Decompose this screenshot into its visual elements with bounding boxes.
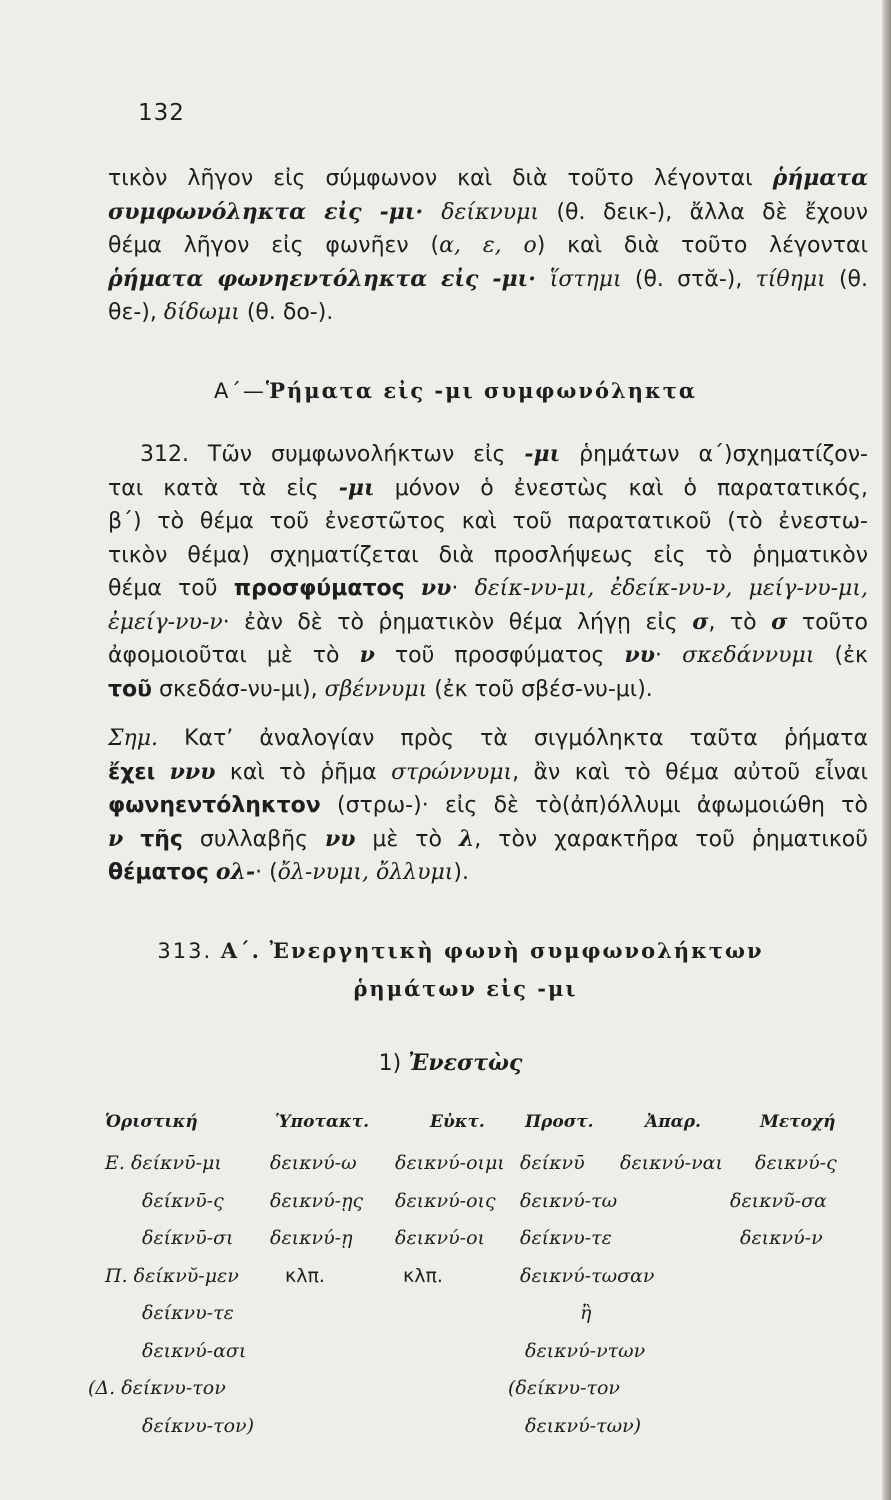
- table-row: [100, 1340, 880, 1378]
- section-313-heading-line2: ῥημάτων εἰς -μι: [353, 976, 578, 1001]
- tense-subheading: 1) Ἐνεστὼς: [378, 1050, 523, 1076]
- table-row: [100, 1190, 880, 1228]
- table-cell: (δείκνυ-τον: [508, 1377, 620, 1399]
- text-line: ν τῆς συλλαβῆς νυ μὲ τὸ λ, τὸν χαρακτῆρα τοῦ ῥηματικοῦ: [108, 825, 868, 852]
- table-cell: δεικνύ-ς: [755, 1152, 837, 1174]
- table-cell: δείκνῡ: [520, 1152, 585, 1174]
- table-cell: δεικνύ-ναι: [620, 1152, 723, 1174]
- table-cell: δεικνύ-οι: [395, 1227, 485, 1249]
- text-line: ῥήματα φωνηεντόληκτα εἰς -μι· ἵστημι (θ. στᾰ-), τίθημι (θ.: [108, 265, 868, 292]
- section-heading: Α΄—Ῥήματα εἰς -μι συμφωνόληκτα: [214, 378, 697, 403]
- table-row: [88, 1377, 880, 1415]
- table-cell: κλπ.: [285, 1264, 325, 1287]
- table-header: Ἀπαρ.: [645, 1112, 701, 1132]
- paragraph-312: [108, 438, 868, 706]
- table-cell: δείκνῡ-σι: [142, 1227, 234, 1249]
- page-number: 132: [138, 100, 185, 126]
- text-line: θε-), δίδωμι (θ. δο-).: [108, 300, 334, 325]
- table-cell: δεικνύ-τω: [520, 1189, 618, 1212]
- table-cell: δείκνῡ-ς: [142, 1189, 224, 1212]
- table-cell: δεικνύ-ῃ: [270, 1227, 353, 1249]
- text-line: συμφωνόληκτα εἰς -μι· δείκνυμι (θ. δεικ-), ἄλλα δὲ ἔχουν: [108, 198, 868, 225]
- text-line: θέμα λῆγον εἰς φωνῆεν (α, ε, ο) καὶ διὰ τοῦτο λέγονται: [108, 233, 868, 258]
- section-313-heading: 313. Α΄. Ἐνεργητικὴ φωνὴ συμφωνολήκτων: [157, 938, 764, 963]
- table-header: Ὁριστική: [105, 1112, 198, 1132]
- table-cell: δεικνύ-των): [525, 1414, 642, 1437]
- table-cell: κλπ.: [403, 1264, 443, 1287]
- text-line: ται κατὰ τὰ εἰς -μι μόνον ὁ ἐνεστὼς καὶ ὁ παρατατικός,: [108, 474, 868, 501]
- table-header: Εὐκτ.: [430, 1112, 485, 1132]
- table-cell: δεικνῦ-σα: [730, 1189, 827, 1212]
- table-cell: Π. δείκνῠ-μεν: [105, 1264, 239, 1287]
- table-cell: (Δ. δείκνυ-τον: [88, 1377, 226, 1399]
- table-header-row: [100, 1112, 880, 1152]
- table-cell: Ε. δείκνῡ-μι: [105, 1152, 222, 1174]
- text-line: β΄) τὸ θέμα τοῦ ἐνεστῶτος καὶ τοῦ παρατατικοῦ (τὸ ἐνεστω-: [108, 509, 868, 534]
- text-line: θέμα τοῦ προσφύματος νυ· δείκ-νυ-μι, ἐδείκ-νυ-ν, μείγ-νυ-μι,: [108, 575, 868, 601]
- table-row: [100, 1415, 880, 1453]
- intro-paragraph: [108, 162, 868, 330]
- table-row: [100, 1227, 880, 1265]
- table-header: Προστ.: [525, 1112, 594, 1132]
- table-cell: δεικνύ-τωσαν: [520, 1264, 655, 1287]
- table-row: [100, 1265, 880, 1303]
- table-cell: δείκνυ-τε: [142, 1302, 234, 1324]
- text-line: 312. Τῶν συμφωνολήκτων εἰς -μι ῥημάτων α΄)σχηματίζον-: [140, 441, 868, 467]
- table-header: Μετοχή: [760, 1112, 836, 1132]
- text-line: τικὸν θέμα) σχηματίζεται διὰ προσλήψεως εἰς τὸ ῥηματικὸν: [108, 542, 868, 568]
- page-edge: [882, 0, 891, 1500]
- table-row: [100, 1302, 880, 1340]
- table-cell: δείκνυ-τε: [520, 1227, 612, 1249]
- table-cell: δεικνύ-οιμι: [395, 1152, 505, 1174]
- table-cell: δεικνύ-ῃς: [270, 1189, 364, 1212]
- text-line: ἀφομοιοῦται μὲ τὸ ν τοῦ προσφύματος νυ· σκεδάννυμι (ἐκ: [108, 642, 868, 668]
- text-line: τικὸν λῆγον εἰς σύμφωνον καὶ διὰ τοῦτο λέγονται ῥήματα: [108, 165, 868, 191]
- table-cell: δεικνύ-ν: [740, 1227, 823, 1249]
- text-line: τοῦ σκεδάσ-νυ-μι), σβέννυμι (ἐκ τοῦ σβέσ-νυ-μι).: [108, 676, 653, 702]
- table-cell: δεικνύ-οις: [395, 1189, 496, 1212]
- table-cell: δείκνυ-τον): [142, 1414, 254, 1437]
- table-cell: δεικνύ-ντων: [525, 1339, 646, 1362]
- table-header: Ὑποτακτ.: [275, 1112, 370, 1132]
- text-line: ἐμείγ-νυ-ν· ἐὰν δὲ τὸ ῥηματικὸν θέμα λήγῃ εἰς σ, τὸ σ τοῦτο: [108, 608, 868, 635]
- table-cell: δεικνύ-ω: [270, 1152, 357, 1174]
- conjugation-table: [88, 1112, 880, 1452]
- text-line: θέματος ολ-· (ὄλ-νυμι, ὄλλυμι).: [108, 859, 469, 885]
- table-cell: ἢ: [580, 1302, 592, 1324]
- text-line: ἔχει ννυ καὶ τὸ ῥῆμα στρώννυμι, ἂν καὶ τὸ θέμα αὐτοῦ εἶναι: [108, 758, 869, 785]
- text-line: φωνηεντόληκτον (στρω-)· εἰς δὲ τὸ(ἀπ)όλλυμι ἀφωμοιώθη τὸ: [108, 793, 868, 818]
- text-line: Σημ. Κατ’ ἀναλογίαν πρὸς τὰ σιγμόληκτα ταῦτα ῥήματα: [108, 726, 868, 751]
- table-cell: δεικνύ-ασι: [142, 1339, 247, 1362]
- table-row: [100, 1152, 880, 1190]
- note-paragraph: [108, 722, 868, 890]
